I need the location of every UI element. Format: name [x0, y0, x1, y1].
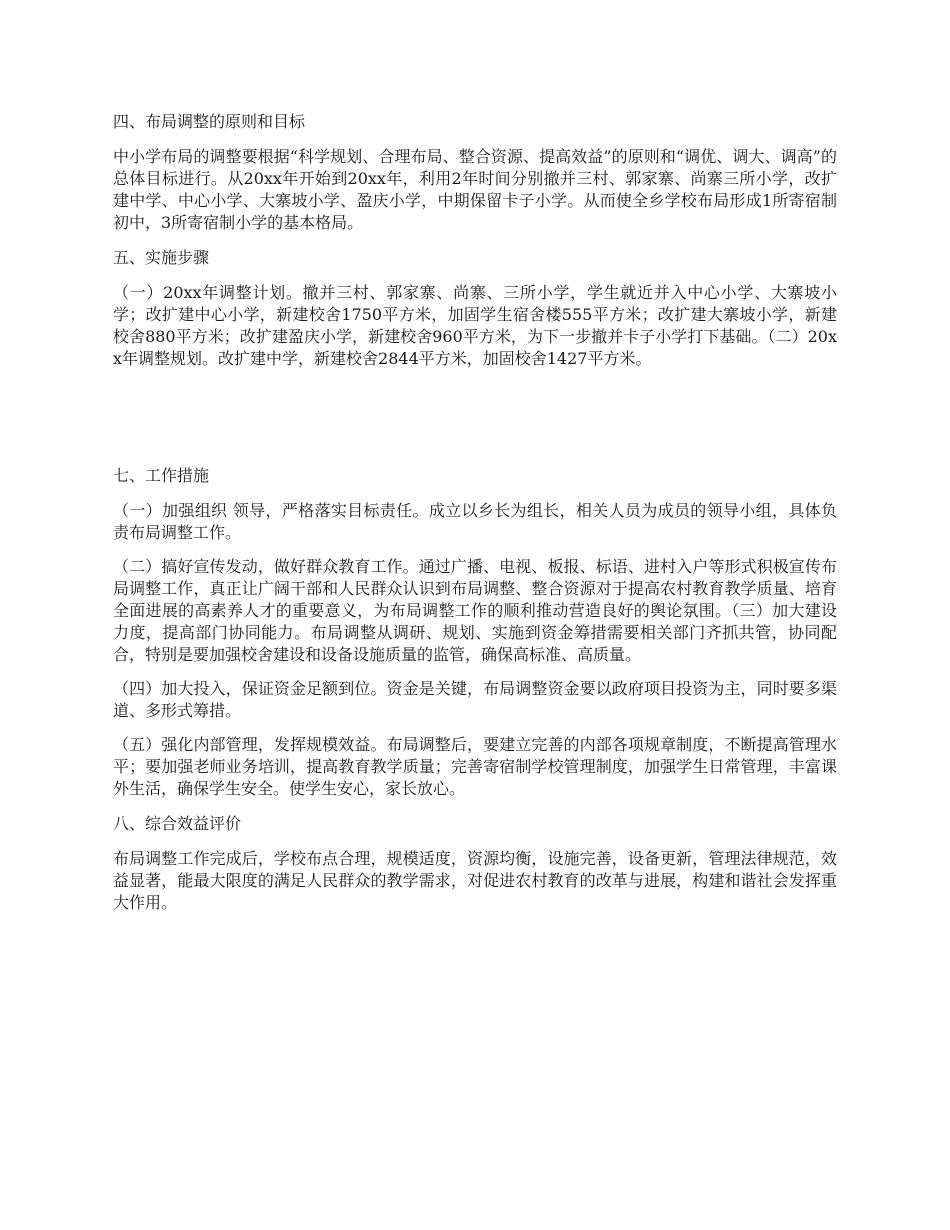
- section-4-paragraph: 中小学布局的调整要根据“科学规划、合理布局、整合资源、提高效益”的原则和“调优、调大、调高”的总体目标进行。从20xx年开始到20xx年，利用2年时间分别撤并三村、郭家寨、尚寨三所小学，改扩建中学、中心小学、大寨坡小学、盈庆小学，中期保留卡子小学。从而使全乡学校布局形成1所寄宿制初中，3所寄宿制小学的基本格局。: [113, 147, 837, 232]
- document-page: [113, 110, 837, 926]
- section-7-paragraph-1: （一）加强组织 领导，严格落实目标责任。成立以乡长为组长，相关人员为成员的领导小组，具体负责布局调整工作。: [113, 501, 837, 542]
- section-5-paragraph: （一）20xx年调整计划。撤并三村、郭家寨、尚寨、三所小学，学生就近并入中心小学、大寨坡小学；改扩建中心小学，新建校舍1750平方米，加固学生宿舍楼555平方米；改扩建大寨坡小学，新建校舍880平方米；改扩建盈庆小学，新建校舍960平方米，为下一步撤并卡子小学打下基础。（二）20xx年调整规划。改扩建中学，新建校舍2844平方米，加固校舍1427平方米。: [113, 283, 837, 368]
- section-8-heading: 八、综合效益评价: [113, 814, 242, 833]
- section-7-paragraph-2: （二）搞好宣传发动，做好群众教育工作。通过广播、电视、板报、标语、进村入户等形式积极宣传布局调整工作，真正让广阔干部和人民群众认识到布局调整、整合资源对于提高农村教育教学质量、培育全面进展的高素养人才的重要意义，为布局调整工作的顺利推动营造良好的舆论氛围。（三）加大建设力度，提高部门协同能力。布局调整从调研、规划、实施到资金筹措需要相关部门齐抓共管，协同配合，特别是要加强校舍建设和设备设施质量的监管，确保高标准、高质量。: [113, 557, 837, 664]
- section-8-paragraph: 布局调整工作完成后，学校布点合理，规模适度，资源均衡，设施完善，设备更新，管理法律规范，效益显著，能最大限度的满足人民群众的教学需求，对促进农村教育的改革与进展，构建和谐社会发挥重大作用。: [113, 849, 837, 912]
- section-7-paragraph-4: （五）强化内部管理，发挥规模效益。布局调整后，要建立完善的内部各项规章制度，不断提高管理水平；要加强老师业务培训，提高教育教学质量；完善寄宿制学校管理制度，加强学生日常管理，丰富课外生活，确保学生安全。使学生安心，家长放心。: [113, 735, 837, 798]
- section-4-heading: 四、布局调整的原则和目标: [113, 112, 306, 131]
- section-5-heading: 五、实施步骤: [113, 248, 210, 267]
- blank-gap: [113, 382, 837, 464]
- section-7-paragraph-3: （四）加大投入，保证资金足额到位。资金是关键，布局调整资金要以政府项目投资为主，同时要多渠道、多形式筹措。: [113, 679, 837, 720]
- section-7-heading: 七、工作措施: [113, 466, 210, 485]
